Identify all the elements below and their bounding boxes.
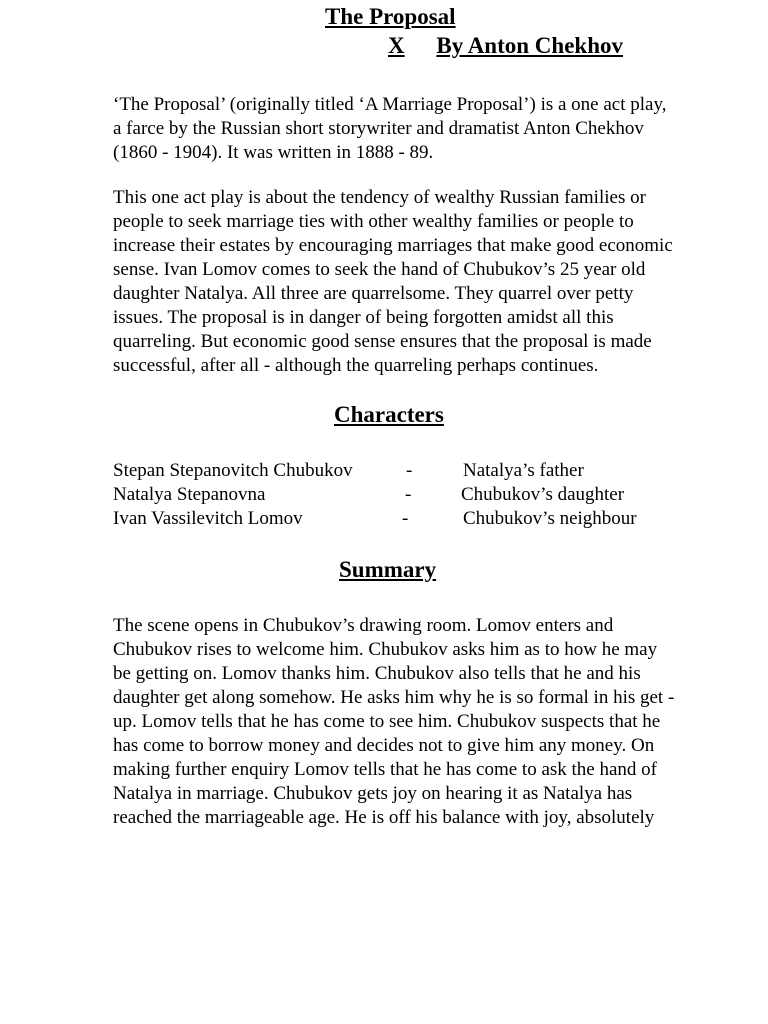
paragraph-line: increase their estates by encouraging marriages that make good economic xyxy=(113,235,673,256)
author-line xyxy=(388,32,623,60)
character-role: Chubukov’s daughter xyxy=(461,484,625,505)
paragraph-line: issues. The proposal is in danger of being forgotten amidst all this xyxy=(113,307,614,328)
x-mark: X xyxy=(388,33,405,58)
character-name: Natalya Stepanovna xyxy=(113,484,266,505)
character-dash: - xyxy=(402,508,409,529)
paragraph-line: be getting on. Lomov thanks him. Chubukov also tells that he and his xyxy=(113,663,641,684)
paragraph-line: making further enquiry Lomov tells that he has come to ask the hand of xyxy=(113,759,657,780)
character-dash: - xyxy=(405,484,412,505)
paragraph-line: daughter Natalya. All three are quarrelsome. They quarrel over petty xyxy=(113,283,634,304)
paragraph-line: (1860 - 1904). It was written in 1888 - 89. xyxy=(113,142,434,163)
paragraph-line: a farce by the Russian short storywriter and dramatist Anton Chekhov xyxy=(113,118,644,139)
intro-paragraph xyxy=(113,93,713,165)
paragraph-line: daughter get along somehow. He asks him why he is so formal in his get - xyxy=(113,687,675,708)
paragraph-line: The scene opens in Chubukov’s drawing room. Lomov enters and xyxy=(113,615,614,636)
paragraph-line: sense. Ivan Lomov comes to seek the hand of Chubukov’s 25 year old xyxy=(113,259,646,280)
character-name: Stepan Stepanovitch Chubukov xyxy=(113,460,353,481)
characters-heading: Characters xyxy=(334,402,444,427)
page-title: The Proposal xyxy=(325,4,456,29)
paragraph-line: ‘The Proposal’ (originally titled ‘A Marriage Proposal’) is a one act play, xyxy=(113,94,667,115)
paragraph-line: up. Lomov tells that he has come to see him. Chubukov suspects that he xyxy=(113,711,661,732)
paragraph-line: reached the marriageable age. He is off his balance with joy, absolutely xyxy=(113,807,655,828)
character-dash: - xyxy=(406,460,413,481)
paragraph-line: has come to borrow money and decides not to give him any money. On xyxy=(113,735,655,756)
paragraph-line: successful, after all - although the quarreling perhaps continues. xyxy=(113,355,599,376)
summary-paragraph xyxy=(113,614,713,830)
summary-heading: Summary xyxy=(339,557,437,582)
paragraph-line: quarreling. But economic good sense ensures that the proposal is made xyxy=(113,331,652,352)
author-name: By Anton Chekhov xyxy=(436,33,623,58)
character-role: Chubukov’s neighbour xyxy=(463,508,637,529)
paragraph-line: This one act play is about the tendency of wealthy Russian families or xyxy=(113,187,646,208)
paragraph-line: Chubukov rises to welcome him. Chubukov asks him as to how he may xyxy=(113,639,658,660)
character-name: Ivan Vassilevitch Lomov xyxy=(113,508,303,529)
paragraph-line: people to seek marriage ties with other wealthy families or people to xyxy=(113,211,634,232)
theme-paragraph xyxy=(113,186,713,378)
character-role: Natalya’s father xyxy=(463,460,584,481)
paragraph-line: Natalya in marriage. Chubukov gets joy on hearing it as Natalya has xyxy=(113,783,633,804)
